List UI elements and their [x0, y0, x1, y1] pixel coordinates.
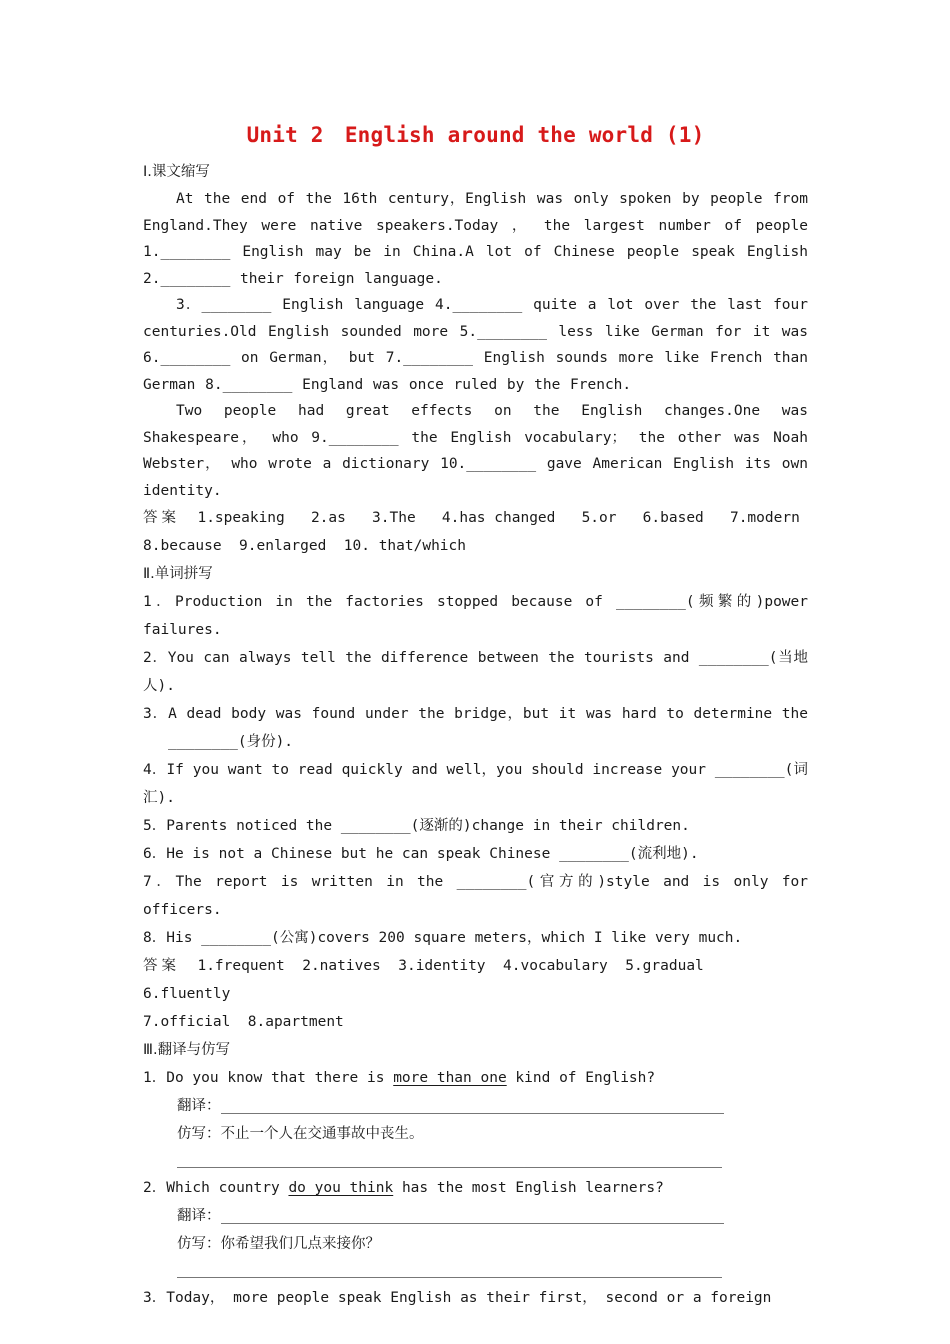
answer-line[interactable]: [221, 1223, 724, 1224]
imitate-answer-line-1[interactable]: [177, 1148, 808, 1174]
translation-question-3: 3．Today， more people speak English as their first， second or a foreign: [143, 1290, 772, 1306]
translate-label: 翻译：: [177, 1098, 221, 1114]
spelling-item-6: 6．He is not a Chinese but he can speak Chinese ________(流利地).: [143, 846, 699, 862]
answer-label: 答案: [143, 958, 180, 974]
section-1-answers: [143, 504, 808, 532]
question-prefix: 1．Do you know that there is: [143, 1070, 394, 1086]
summary-paragraph-1: At the end of the 16th century，English was only spoken by people from England.They were native speakers.Today ， the largest number of people 1.________ English may be in China.A lot of Chinese people speak English 2.________ their foreign language.: [143, 191, 808, 287]
section-2-heading: Ⅱ.单词拼写: [143, 566, 213, 582]
spelling-item-5: 5．Parents noticed the ________(逐渐的)change in their children.: [143, 818, 690, 834]
answers-line-1: 1.speaking 2.as 3.The 4.has changed 5.or 6.based 7.modern: [180, 510, 800, 526]
imitate-row-2: [177, 1230, 808, 1258]
answers-line-2: 7.official 8.apartment: [143, 1014, 344, 1030]
underlined-phrase: more than one: [393, 1070, 507, 1086]
summary-paragraph-2: 3．________ English language 4.________ quite a lot over the last four centuries.Old English sounded more 5.________ less like German for it was 6.________ on German， but 7.________ English sounds more like French than German 8.________ England was once ruled by the French.: [143, 297, 808, 393]
question-suffix: has the most English learners?: [393, 1180, 664, 1196]
document-page: [143, 118, 808, 1312]
imitate-label: 仿写：: [177, 1126, 221, 1142]
question-suffix: kind of English?: [506, 1070, 656, 1086]
answers-line-1: 1.frequent 2.natives 3.identity 4.vocabulary 5.gradual 6.fluently: [143, 958, 722, 1002]
imitate-prompt: 你希望我们几点来接你？: [220, 1236, 380, 1252]
spelling-item-7: 7．The report is written in the ________(官方的)style and is only for officers.: [143, 874, 808, 918]
spelling-item-8: 8．His ________(公寓)covers 200 square meters，which I like very much.: [143, 930, 743, 946]
section-3-heading: Ⅲ.翻译与仿写: [143, 1042, 231, 1058]
imitate-answer-line-2[interactable]: [177, 1258, 808, 1284]
imitate-row-1: [177, 1120, 808, 1148]
section-1-heading: Ⅰ.课文缩写: [143, 164, 210, 180]
spelling-item-3: 3．A dead body was found under the bridge，but it was hard to determine the ________(身份).: [143, 706, 808, 750]
answer-label: 答案: [143, 510, 180, 526]
translate-row-1: [177, 1092, 808, 1120]
underlined-phrase: do you think: [288, 1180, 394, 1196]
translation-question-2: [143, 1174, 808, 1202]
spelling-item-1: 1．Production in the factories stopped because of ________(频繁的)power failures.: [143, 594, 808, 638]
spelling-item-4: 4．If you want to read quickly and well，you should increase your ________(词汇).: [143, 762, 808, 806]
translate-row-2: [177, 1202, 808, 1230]
question-prefix: 2．Which country: [143, 1180, 289, 1196]
answers-line-2: 8.because 9.enlarged 10. that/which: [143, 538, 467, 554]
spelling-item-2: 2．You can always tell the difference between the tourists and ________(当地人).: [143, 650, 808, 694]
translate-label: 翻译：: [177, 1208, 221, 1224]
answer-line[interactable]: [221, 1113, 724, 1114]
imitate-label: 仿写：: [177, 1236, 221, 1252]
summary-paragraph-3: Two people had great effects on the English changes.One was Shakespeare， who 9.________ the English vocabulary； the other was Noah Webster， who wrote a dictionary 10.________ gave American English its own identity.: [143, 403, 808, 499]
translation-question-1: [143, 1064, 808, 1092]
section-2-answers: [143, 952, 808, 1008]
page-title: Unit 2 English around the world (1): [246, 123, 705, 147]
imitate-prompt: 不止一个人在交通事故中丧生。: [220, 1126, 424, 1142]
